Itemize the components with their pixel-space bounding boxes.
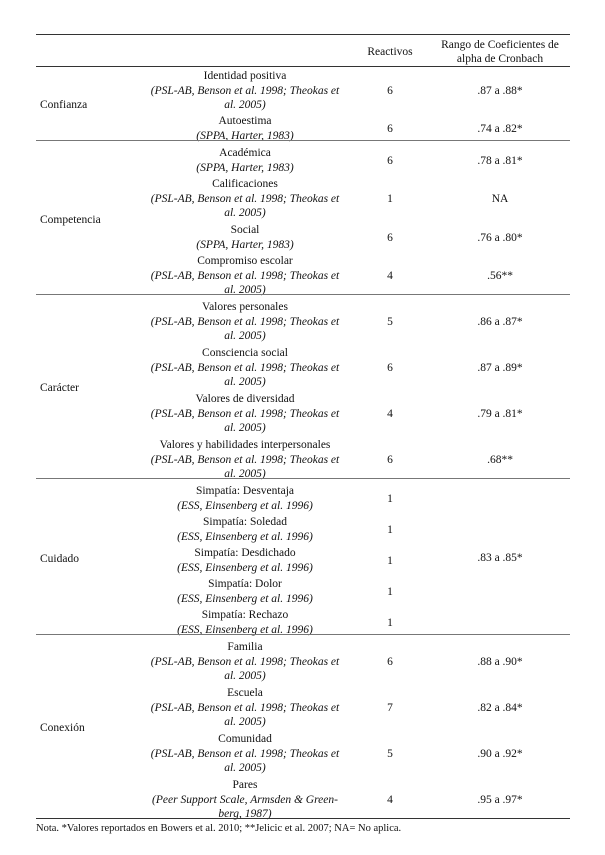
subscale-name: Escuela [227,687,263,699]
alpha-range: .90 a .92* [477,748,523,760]
subscale-name: Valores de diversidad [195,393,295,405]
subscale-cell [130,640,360,684]
subscale-name: Comunidad [218,733,272,745]
items-count: 1 [387,617,393,629]
subscale-name: Identidad positiva [203,70,287,82]
subscale-cell [130,732,360,776]
subscale-name: Simpatía: Desventaja [195,485,295,497]
alpha-range: .86 a .87* [477,316,523,328]
group-label-3: Cuidado [40,553,79,565]
items-count: 7 [387,702,393,714]
subscale-cell [130,177,360,221]
subscale-cell [130,577,360,606]
subscale-reference: (PSL-AB, Benson et al. 1998; Theokas et [150,269,340,282]
items-count: 6 [387,656,393,668]
header-alpha-line2: alpha de Cronbach [456,53,544,65]
alpha-range: .68** [487,454,513,466]
subscale-reference: (SPPA, Harter, 1983) [196,161,294,174]
subscale-cell [130,608,360,637]
subscale-reference: (ESS, Einsenberg et al. 1996) [177,592,313,605]
group-separator [36,294,570,295]
subscale-reference: (Peer Support Scale, Armsden & Green- [152,793,338,806]
subscale-name: Académica [219,147,271,159]
subscale-name: Familia [227,641,263,653]
subscale-reference: (PSL-AB, Benson et al. 1998; Theokas et [150,361,340,374]
subscale-reference: al. 2005) [224,670,266,682]
subscale-reference: (PSL-AB, Benson et al. 1998; Theokas et [150,84,340,97]
subscale-cell [130,114,360,143]
subscale-name: Simpatía: Desdichado [194,547,296,559]
alpha-range: .88 a .90* [477,656,523,668]
subscale-cell [130,392,360,436]
group-separator [36,634,570,635]
alpha-range: .74 a .82* [477,123,523,135]
subscale-cell [130,69,360,113]
items-count: 6 [387,155,393,167]
group-label-2: Carácter [40,382,79,394]
items-count: 1 [387,524,393,536]
subscale-cell [130,254,360,298]
items-count: 1 [387,193,393,205]
subscale-reference: al. 2005) [224,207,266,219]
items-count: 4 [387,408,393,420]
subscale-cell [130,515,360,544]
subscale-name: Valores y habilidades interpersonales [159,439,331,451]
subscale-reference: (PSL-AB, Benson et al. 1998; Theokas et [150,453,340,466]
top-rule [36,34,570,35]
subscale-reference: (ESS, Einsenberg et al. 1996) [177,561,313,574]
items-count: 5 [387,316,393,328]
alpha-range: .82 a .84* [477,702,523,714]
subscale-reference: (PSL-AB, Benson et al. 1998; Theokas et [150,315,340,328]
subscale-cell [130,346,360,390]
subscale-reference: al. 2005) [224,762,266,774]
subscale-reference: (PSL-AB, Benson et al. 1998; Theokas et [150,407,340,420]
subscale-name: Simpatía: Dolor [208,578,282,590]
subscale-name: Autoestima [218,115,272,127]
alpha-range: .87 a .88* [477,85,523,97]
subscale-reference: al. 2005) [224,376,266,388]
subscale-reference: al. 2005) [224,330,266,342]
subscale-cell [130,484,360,513]
subscale-reference: al. 2005) [224,422,266,434]
subscale-cell [130,146,360,175]
group-label-0: Confianza [40,99,88,111]
subscale-reference: (PSL-AB, Benson et al. 1998; Theokas et [150,192,340,205]
items-count: 6 [387,123,393,135]
subscale-cell [130,438,360,482]
items-count: 4 [387,794,393,806]
subscale-cell [130,686,360,730]
items-count: 1 [387,555,393,567]
subscale-reference: al. 2005) [224,468,266,480]
subscale-reference: (SPPA, Harter, 1983) [196,238,294,251]
items-count: 6 [387,232,393,244]
items-count: 4 [387,270,393,282]
items-count: 1 [387,493,393,505]
group-label-4: Conexión [40,722,85,734]
items-count: 6 [387,85,393,97]
subscale-cell [130,300,360,344]
subscale-cell [130,223,360,252]
subscale-reference: berg, 1987) [218,808,272,820]
subscale-name: Compromiso escolar [197,255,293,267]
subscale-name: Pares [232,779,258,791]
subscale-reference: (PSL-AB, Benson et al. 1998; Theokas et [150,747,340,760]
subscale-reference: (PSL-AB, Benson et al. 1998; Theokas et [150,701,340,714]
group-separator [36,140,570,141]
alpha-range: NA [491,193,509,205]
subscale-reference: (PSL-AB, Benson et al. 1998; Theokas et [150,655,340,668]
subscale-reference: al. 2005) [224,99,266,111]
subscale-reference: al. 2005) [224,284,266,296]
items-count: 5 [387,748,393,760]
items-count: 6 [387,362,393,374]
alpha-range: .79 a .81* [477,408,523,420]
subscale-name: Simpatía: Soledad [202,516,287,528]
alpha-range: .56** [487,270,513,282]
items-count: 6 [387,454,393,466]
subscale-name: Consciencia social [202,347,288,359]
group-alpha-range: .83 a .85* [477,552,523,564]
subscale-name: Valores personales [202,301,288,313]
subscale-cell [130,546,360,575]
bottom-rule [36,818,570,819]
group-separator [36,478,570,479]
subscale-reference: (ESS, Einsenberg et al. 1996) [177,530,313,543]
subscale-reference: (SPPA, Harter, 1983) [196,129,294,142]
subscale-name: Calificaciones [212,178,278,190]
subscale-name: Social [230,224,260,236]
alpha-range: .95 a .97* [477,794,523,806]
subscale-reference: (ESS, Einsenberg et al. 1996) [177,623,313,636]
alpha-range: .87 a .89* [477,362,523,374]
header-rule [36,66,570,67]
header-alpha-line1: Rango de Coeficientes de [441,39,559,51]
subscale-cell [130,778,360,822]
alpha-range: .78 a .81* [477,155,523,167]
alpha-range: .76 a .80* [477,232,523,244]
table-note: Nota. *Valores reportados en Bowers et al. 2010; **Jelicic et al. 2007; NA= No aplica. [36,823,402,834]
subscale-name: Simpatía: Rechazo [201,609,289,621]
group-label-1: Competencia [40,214,101,226]
header-items: Reactivos [367,46,413,58]
subscale-reference: al. 2005) [224,716,266,728]
items-count: 1 [387,586,393,598]
subscale-reference: (ESS, Einsenberg et al. 1996) [177,499,313,512]
